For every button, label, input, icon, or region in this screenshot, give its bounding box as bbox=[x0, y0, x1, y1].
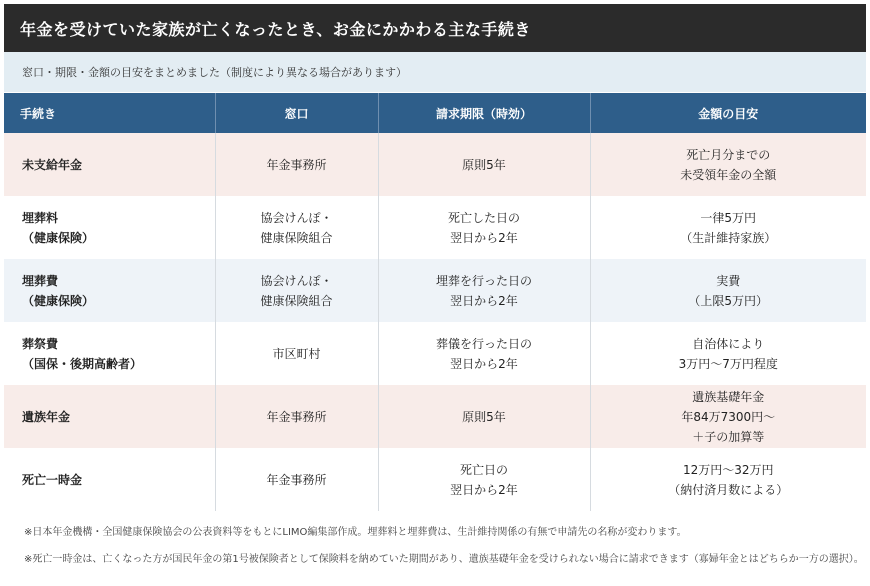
amount-text: 遺族基礎年金 bbox=[692, 389, 765, 404]
table-row bbox=[4, 133, 866, 196]
procedure-cell bbox=[4, 385, 215, 448]
amount-text: 年84万7300円〜 bbox=[681, 409, 776, 424]
procedure-qualifier: （健康保険） bbox=[22, 230, 95, 245]
amount-text: 3万円〜7万円程度 bbox=[678, 356, 778, 371]
procedure-name: 埋葬費 bbox=[22, 273, 59, 288]
deadline-text: 死亡日の bbox=[459, 462, 508, 477]
deadline-text: 翌日から2年 bbox=[450, 230, 518, 245]
window-text: 年金事務所 bbox=[266, 472, 327, 487]
deadline-cell bbox=[378, 259, 590, 322]
window-cell bbox=[215, 385, 378, 448]
window-text: 協会けんぽ・ bbox=[260, 210, 333, 225]
procedure-cell bbox=[4, 259, 215, 322]
amount-text: （上限5万円） bbox=[688, 293, 769, 308]
table-row bbox=[4, 448, 866, 511]
procedures-table bbox=[4, 93, 866, 511]
deadline-text: 葬儀を行った日の bbox=[435, 336, 532, 351]
deadline-cell bbox=[378, 385, 590, 448]
procedure-cell bbox=[4, 133, 215, 196]
amount-cell bbox=[590, 196, 866, 259]
amount-text: ＋子の加算等 bbox=[692, 429, 765, 444]
window-text: 健康保険組合 bbox=[260, 293, 333, 308]
procedure-name: 埋葬料 bbox=[22, 210, 59, 225]
deadline-text: 翌日から2年 bbox=[450, 293, 518, 308]
amount-cell bbox=[590, 259, 866, 322]
deadline-cell bbox=[378, 448, 590, 511]
amount-text: 12万円〜32万円 bbox=[682, 462, 774, 477]
amount-cell bbox=[590, 385, 866, 448]
window-text: 年金事務所 bbox=[266, 409, 327, 424]
amount-text: （生計維持家族） bbox=[680, 230, 777, 245]
table-row bbox=[4, 385, 866, 448]
deadline-cell bbox=[378, 196, 590, 259]
amount-text: 死亡月分までの bbox=[686, 147, 771, 162]
table-row bbox=[4, 322, 866, 385]
footnote-source: ※日本年金機構・全国健康保険協会の公表資料等をもとにLIMO編集部作成。埋葬料と埋葬費は、生計維持関係の有無で申請先の名称が変わります。 bbox=[24, 527, 687, 538]
deadline-text: 原則5年 bbox=[462, 409, 506, 424]
window-text: 健康保険組合 bbox=[260, 230, 333, 245]
procedure-cell bbox=[4, 196, 215, 259]
procedure-qualifier: （健康保険） bbox=[22, 293, 95, 308]
window-cell bbox=[215, 259, 378, 322]
page-title: 年金を受けていた家族が亡くなったとき、お金にかかわる主な手続き bbox=[4, 4, 866, 52]
window-cell bbox=[215, 133, 378, 196]
amount-cell bbox=[590, 322, 866, 385]
amount-cell bbox=[590, 133, 866, 196]
deadline-text: 翌日から2年 bbox=[450, 482, 518, 497]
column-header-procedure: 手続き bbox=[4, 93, 215, 133]
column-header-amount: 金額の目安 bbox=[590, 93, 866, 133]
column-header-window: 窓口 bbox=[215, 93, 378, 133]
window-cell bbox=[215, 322, 378, 385]
deadline-text: 埋葬を行った日の bbox=[435, 273, 532, 288]
amount-text: （納付済月数による） bbox=[668, 482, 789, 497]
procedure-cell bbox=[4, 322, 215, 385]
procedure-cell bbox=[4, 448, 215, 511]
amount-text: 実費 bbox=[716, 273, 741, 288]
procedure-name: 葬祭費 bbox=[22, 336, 59, 351]
window-cell bbox=[215, 448, 378, 511]
amount-cell bbox=[590, 448, 866, 511]
footnote-lump-sum: ※死亡一時金は、亡くなった方が国民年金の第1号被保険者として保険料を納めていた期間があり、遺族基礎年金を受けられない場合に請求できます（寡婦年金とはどちらか一方の選択）。 bbox=[24, 554, 864, 565]
deadline-text: 翌日から2年 bbox=[450, 356, 518, 371]
table-row bbox=[4, 196, 866, 259]
deadline-cell bbox=[378, 133, 590, 196]
window-text: 市区町村 bbox=[272, 346, 321, 361]
deadline-text: 死亡した日の bbox=[447, 210, 520, 225]
window-text: 協会けんぽ・ bbox=[260, 273, 333, 288]
procedure-name: 未支給年金 bbox=[22, 157, 83, 172]
window-text: 年金事務所 bbox=[266, 157, 327, 172]
table-row bbox=[4, 259, 866, 322]
procedure-name: 死亡一時金 bbox=[22, 472, 83, 487]
window-cell bbox=[215, 196, 378, 259]
amount-text: 一律5万円 bbox=[700, 210, 757, 225]
page-subtitle: 窓口・期限・金額の目安をまとめました（制度により異なる場合があります） bbox=[4, 52, 866, 92]
deadline-text: 原則5年 bbox=[462, 157, 506, 172]
procedure-name: 遺族年金 bbox=[22, 409, 71, 424]
procedure-qualifier: （国保・後期高齢者） bbox=[22, 356, 143, 371]
deadline-cell bbox=[378, 322, 590, 385]
column-header-deadline: 請求期限（時効） bbox=[378, 93, 590, 133]
amount-text: 自治体により bbox=[692, 336, 765, 351]
amount-text: 未受領年金の全額 bbox=[680, 167, 777, 182]
table-header-row bbox=[4, 93, 866, 133]
